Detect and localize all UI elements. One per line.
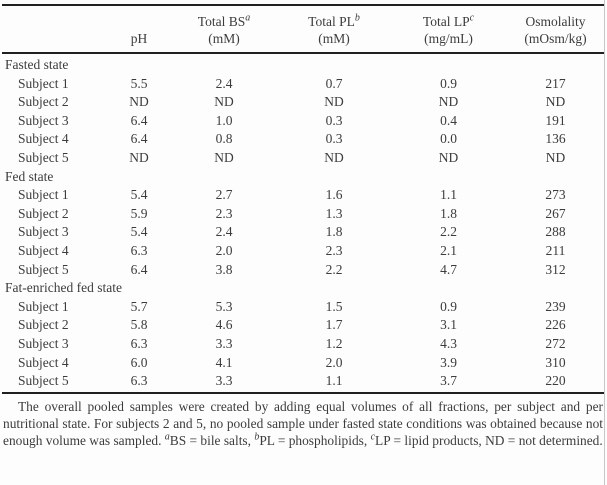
cell-osmolality: 273 <box>545 187 566 203</box>
col-header-bs-unit: (mM) <box>208 31 240 46</box>
table-bottom-rule <box>2 392 604 394</box>
table-row <box>2 75 604 94</box>
col-header-lp-unit: (mg/mL) <box>424 31 473 46</box>
cell-bs: 2.7 <box>215 187 233 203</box>
row-label: Subject 4 <box>18 131 69 147</box>
cell-osmolality: 191 <box>545 112 566 128</box>
cell-lp: ND <box>438 149 459 165</box>
cell-bs: 5.3 <box>215 298 233 314</box>
table-header <box>2 10 604 56</box>
row-label: Subject 5 <box>18 373 69 389</box>
table-row <box>2 354 604 373</box>
col-header-ph-label: pH <box>130 31 148 46</box>
cell-ph: 6.4 <box>130 112 148 128</box>
col-header-rowlabel <box>2 10 108 56</box>
cell-osmolality: 288 <box>545 224 566 240</box>
cell-osmolality: ND <box>545 94 566 110</box>
col-header-pl-label: Total PL <box>308 14 355 29</box>
cell-lp: 0.4 <box>440 112 457 128</box>
cell-lp: 1.8 <box>440 205 457 221</box>
section-label: Fat-enriched fed state <box>5 280 122 296</box>
cell-lp: 3.1 <box>440 317 457 333</box>
table-row <box>2 186 604 205</box>
cell-ph: 6.4 <box>130 131 148 147</box>
cell-pl: 1.3 <box>325 205 343 221</box>
cell-lp: 0.0 <box>440 131 457 147</box>
cell-bs: 4.1 <box>215 354 233 370</box>
col-header-total-lp <box>390 10 507 56</box>
col-header-osmolality <box>507 10 604 56</box>
row-label: Subject 3 <box>18 224 69 240</box>
cell-ph: 5.4 <box>130 224 148 240</box>
table-top-rule <box>2 4 604 6</box>
cell-ph: 6.0 <box>130 354 148 370</box>
pooled-samples-table <box>2 10 604 391</box>
section-row <box>2 168 604 187</box>
cell-pl: 2.2 <box>325 261 343 277</box>
col-header-pl-unit: (mM) <box>318 31 350 46</box>
cell-pl: 1.5 <box>325 298 343 314</box>
cell-ph: 5.4 <box>130 187 148 203</box>
cell-lp: 2.1 <box>440 242 457 258</box>
row-label: Subject 2 <box>18 94 69 110</box>
col-header-lp-label: Total LP <box>422 14 470 29</box>
table-row <box>2 149 604 168</box>
cell-osmolality: 310 <box>545 354 566 370</box>
row-label: Subject 2 <box>18 205 69 221</box>
section-label: Fasted state <box>5 57 69 72</box>
cell-lp: 1.1 <box>440 187 457 203</box>
table-row <box>2 372 604 391</box>
cell-bs: ND <box>214 149 234 165</box>
section-row <box>2 279 604 298</box>
cell-lp: 4.7 <box>440 261 457 277</box>
cell-bs: 4.6 <box>215 317 233 333</box>
table-body <box>2 56 604 391</box>
cell-bs: 0.8 <box>215 131 233 147</box>
cell-pl: 2.3 <box>325 242 343 258</box>
cell-pl: ND <box>324 94 344 110</box>
cell-pl: ND <box>324 149 344 165</box>
row-label: Subject 1 <box>18 298 69 314</box>
row-label: Subject 4 <box>18 354 69 370</box>
cell-osmolality: 312 <box>545 261 566 277</box>
cell-osmolality: ND <box>545 149 566 165</box>
table-footnote <box>3 398 603 449</box>
cell-bs: 2.4 <box>215 75 233 91</box>
cell-lp: ND <box>438 94 459 110</box>
footnote-def-lp: LP = lipid products, ND = not determined. <box>375 433 603 448</box>
cell-osmolality: 220 <box>545 373 566 389</box>
table-row <box>2 205 604 224</box>
superscript-a: a <box>245 12 251 24</box>
cell-ph: ND <box>129 94 149 110</box>
cell-bs: 2.0 <box>215 242 233 258</box>
col-header-total-bs <box>170 10 278 56</box>
cell-osmolality: 272 <box>545 335 566 351</box>
cell-ph: 5.5 <box>130 75 148 91</box>
table-row <box>2 130 604 149</box>
row-label: Subject 5 <box>18 149 69 165</box>
scan-edge-artifact <box>604 0 605 485</box>
cell-bs: 3.3 <box>215 373 233 389</box>
footnote-def-bs: BS = bile salts, <box>169 433 255 448</box>
superscript-c: c <box>469 12 475 24</box>
section-label: Fed state <box>5 168 54 184</box>
cell-osmolality: 217 <box>545 75 566 91</box>
cell-lp: 2.2 <box>440 224 457 240</box>
cell-pl: 1.6 <box>325 187 343 203</box>
row-label: Subject 1 <box>18 187 69 203</box>
cell-pl: 0.3 <box>325 131 343 147</box>
col-header-osmolality-label: Osmolality <box>525 14 586 29</box>
cell-ph: 6.3 <box>130 242 148 258</box>
cell-osmolality: 136 <box>545 131 566 147</box>
cell-ph: 6.4 <box>130 261 148 277</box>
cell-ph: 6.3 <box>130 373 148 389</box>
cell-pl: 1.2 <box>325 335 343 351</box>
cell-osmolality: 239 <box>545 298 566 314</box>
cell-lp: 0.9 <box>440 298 457 314</box>
table-row <box>2 93 604 112</box>
table-row <box>2 242 604 261</box>
superscript-b: b <box>354 12 360 24</box>
row-label: Subject 1 <box>18 75 69 91</box>
row-label: Subject 5 <box>18 261 69 277</box>
cell-ph: ND <box>129 149 149 165</box>
table-row <box>2 112 604 131</box>
row-label: Subject 2 <box>18 317 69 333</box>
table-row <box>2 316 604 335</box>
cell-lp: 3.9 <box>440 354 457 370</box>
cell-ph: 5.9 <box>130 205 148 221</box>
footnote-superscript-a: a <box>164 431 170 443</box>
section-row <box>2 56 604 75</box>
cell-lp: 3.7 <box>440 373 457 389</box>
cell-pl: 1.7 <box>325 317 343 333</box>
cell-pl: 1.8 <box>325 224 343 240</box>
cell-bs: 3.3 <box>215 335 233 351</box>
col-header-total-pl <box>278 10 390 56</box>
cell-bs: 2.4 <box>215 224 233 240</box>
row-label: Subject 3 <box>18 112 69 128</box>
row-label: Subject 3 <box>18 335 69 351</box>
table-row <box>2 298 604 317</box>
cell-lp: 0.9 <box>440 75 457 91</box>
cell-bs: ND <box>214 94 234 110</box>
row-label: Subject 4 <box>18 242 69 258</box>
footnote-superscript-c: c <box>370 431 376 443</box>
table-row <box>2 261 604 280</box>
footnote-superscript-b: b <box>254 431 260 443</box>
col-header-bs-label: Total BS <box>197 14 246 29</box>
cell-pl: 1.1 <box>325 373 343 389</box>
cell-pl: 0.3 <box>325 112 343 128</box>
cell-ph: 5.8 <box>130 317 148 333</box>
cell-osmolality: 267 <box>545 205 566 221</box>
cell-pl: 2.0 <box>325 354 343 370</box>
cell-osmolality: 226 <box>545 317 566 333</box>
table-row <box>2 335 604 354</box>
cell-bs: 2.3 <box>215 205 233 221</box>
cell-pl: 0.7 <box>325 75 343 91</box>
cell-osmolality: 211 <box>545 242 566 258</box>
footnote-def-pl: PL = phospholipids, <box>259 433 371 448</box>
footnote-intro: The overall pooled samples were created by adding equal volumes of all fractions, per subject and per nutritional state. For subjects 2 and 5, no pooled sample under fasted state conditions was obtained because not enough volume was sampled. <box>3 399 603 448</box>
cell-ph: 6.3 <box>130 335 148 351</box>
cell-bs: 1.0 <box>215 112 233 128</box>
cell-lp: 4.3 <box>440 335 457 351</box>
col-header-osmolality-unit: (mOsm/kg) <box>524 31 587 46</box>
table-row <box>2 223 604 242</box>
col-header-ph <box>108 10 170 56</box>
cell-bs: 3.8 <box>215 261 233 277</box>
cell-ph: 5.7 <box>130 298 148 314</box>
